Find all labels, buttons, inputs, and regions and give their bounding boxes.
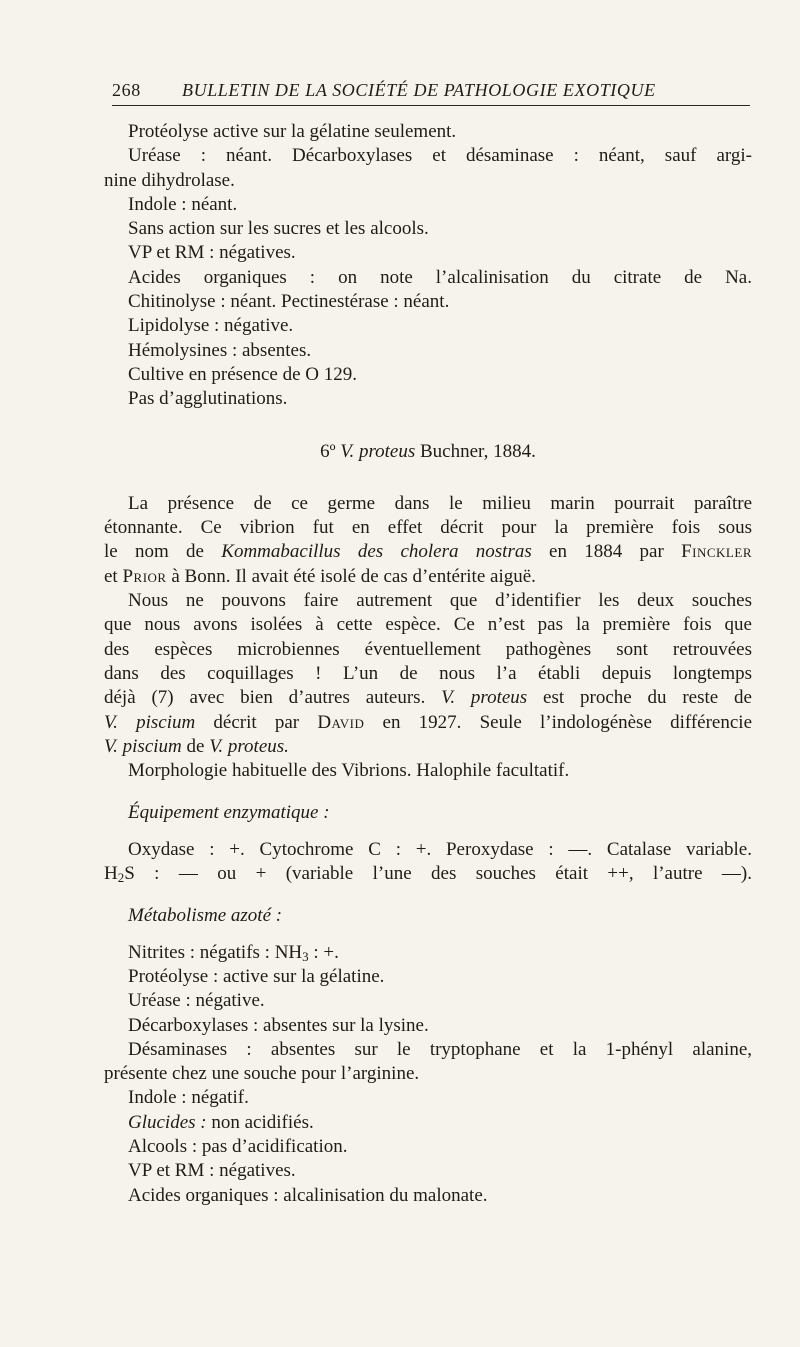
text-line: VP et RM : négatives.	[128, 1160, 296, 1182]
species-author: Buchner, 1884.	[420, 440, 536, 462]
author-name: David	[317, 711, 365, 733]
text-line: Oxydase : +. Cytochrome C : +. Peroxydase : —. Catalase variable.	[128, 838, 752, 860]
nitrogen-section	[104, 904, 752, 1208]
text-line: Désaminases : absentes sur le tryptophane et la 1-phényl alanine,	[128, 1038, 752, 1060]
enzyme-section	[104, 801, 752, 886]
text-line: et Prior à Bonn. Il avait été isolé de cas d’entérite aiguë.	[104, 565, 536, 587]
italic-term: V. proteus.	[209, 735, 289, 757]
running-header	[112, 80, 750, 106]
text-line: $H_2S$ : — ou + (variable l’une des souches était ++, l’autre —).	[104, 863, 752, 886]
text-line: Lipidolyse : négative.	[128, 315, 294, 337]
text-line: Protéolyse : active sur la gélatine.	[128, 965, 385, 987]
text-line: nine dihydrolase.	[104, 169, 235, 191]
text-line: étonnante. Ce vibrion fut en effet décrit pour la première fois sous	[104, 517, 752, 539]
italic-term: V. proteus	[441, 687, 528, 709]
text-line: Uréase : négative.	[128, 990, 265, 1012]
text-line: des espèces microbiennes éventuellement pathogènes sont retrouvées	[104, 638, 752, 660]
text-line: Alcools : pas d’acidification.	[128, 1135, 348, 1157]
text-line: V. piscium décrit par David en 1927. Seule l’indologénèse différencie	[104, 711, 753, 733]
italic-term: Kommabacillus des cholera nostras	[221, 541, 532, 563]
text-line: Indole : néant.	[128, 193, 238, 215]
text-line: Acides organiques : alcalinisation du malonate.	[128, 1184, 488, 1206]
text-line: Acides organiques : on note l’alcalinisation du citrate de Na.	[128, 266, 752, 288]
text-line: La présence de ce germe dans le milieu marin pourrait paraître	[128, 492, 752, 514]
species-name: V. proteus	[340, 440, 416, 462]
journal-title: BULLETIN DE LA SOCIÉTÉ DE PATHOLOGIE EXOTIQUE	[182, 80, 656, 100]
text-line: Nous ne pouvons faire autrement que d’identifier les deux souches	[128, 590, 752, 612]
results-block	[104, 120, 752, 412]
text-line: déjà (7) avec bien d’autres auteurs. V. proteus est proche du reste de	[104, 687, 752, 709]
text-line: Hémolysines : absentes.	[128, 339, 312, 361]
text-line: que nous avons isolées à cette espèce. Ce n’est pas la première fois que	[104, 614, 752, 636]
text-line: Décarboxylases : absentes sur la lysine.	[128, 1014, 429, 1036]
text-line: présente chez une souche pour l’arginine.	[104, 1063, 420, 1085]
section-heading	[104, 440, 752, 464]
text-line: dans des coquillages ! L’un de nous l’a établi depuis longtemps	[104, 662, 752, 684]
text-line: Protéolyse active sur la gélatine seulement.	[128, 121, 457, 142]
paragraph	[104, 589, 752, 783]
text-line: Pas d’agglutinations.	[128, 388, 288, 410]
author-name: Finckler	[681, 541, 752, 563]
italic-term: Glucides :	[128, 1111, 207, 1133]
text-line: Cultive en présence de O 129.	[128, 363, 357, 385]
subsection-heading: Métabolisme azoté :	[128, 905, 283, 927]
text-line: Indole : négatif.	[128, 1087, 249, 1109]
page-number: 268	[112, 80, 141, 100]
paragraph	[104, 492, 752, 589]
italic-term: V. piscium	[104, 711, 196, 733]
text-line: VP et RM : négatives.	[128, 242, 296, 264]
text-line: Sans action sur les sucres et les alcools.	[128, 218, 429, 240]
text-line: Morphologie habituelle des Vibrions. Halophile facultatif.	[128, 760, 570, 782]
text-line: Glucides : non acidifiés.	[128, 1111, 314, 1133]
text-line: Uréase : néant. Décarboxylases et désaminase : néant, sauf argi-	[128, 145, 752, 167]
page-body	[104, 120, 752, 1208]
text-line: le nom de Kommabacillus des cholera nostras en 1884 par Finckler	[104, 541, 752, 563]
author-name: Prior	[122, 565, 167, 587]
section-number: 6º	[320, 440, 336, 462]
text-line: Nitrites : négatifs : $NH_3$ : +.	[128, 941, 339, 964]
text-line: V. piscium de V. proteus.	[104, 735, 289, 757]
text-line: Chitinolyse : néant. Pectinestérase : néant.	[128, 291, 450, 313]
subsection-heading: Équipement enzymatique :	[128, 802, 330, 824]
italic-term: V. piscium	[104, 735, 182, 757]
